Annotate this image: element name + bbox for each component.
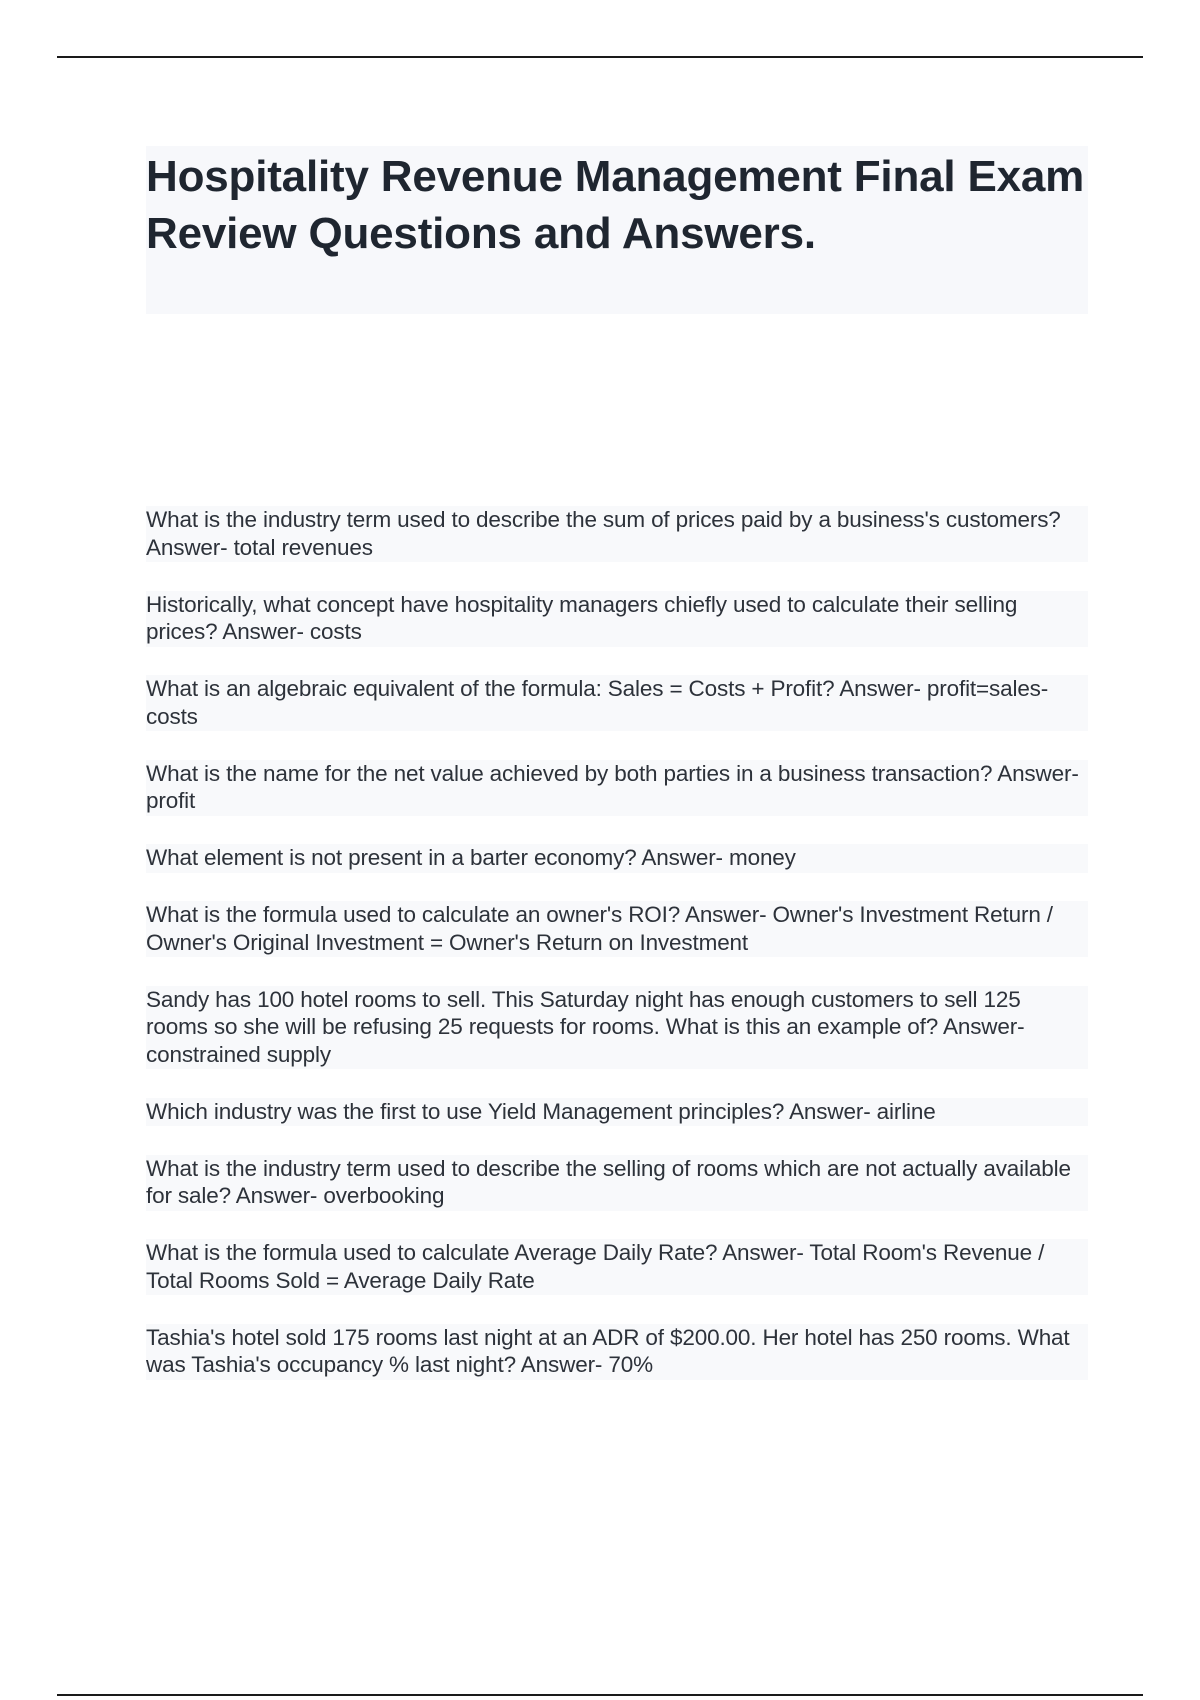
qa-item-4: What is the name for the net value achieved by both parties in a business transaction? Answer- profit	[146, 760, 1088, 816]
qa-item-7: Sandy has 100 hotel rooms to sell. This Saturday night has enough customers to sell 125 rooms so she will be refusing 25 requests for rooms. What is this an example of? Answer- constrained supply	[146, 986, 1088, 1070]
qa-item-9: What is the industry term used to describe the selling of rooms which are not actually available for sale? Answer- overbooking	[146, 1155, 1088, 1211]
bottom-rule	[57, 1694, 1143, 1696]
qa-item-3: What is an algebraic equivalent of the formula: Sales = Costs + Profit? Answer- profit=sales-costs	[146, 675, 1088, 731]
qa-item-6: What is the formula used to calculate an owner's ROI? Answer- Owner's Investment Return / Owner's Original Investment = Owner's Return on Investment	[146, 901, 1088, 957]
document-title: Hospitality Revenue Management Final Exam Review Questions and Answers.	[146, 152, 1085, 258]
qa-item-10: What is the formula used to calculate Average Daily Rate? Answer- Total Room's Revenue / Total Rooms Sold = Average Daily Rate	[146, 1239, 1088, 1295]
qa-list	[146, 506, 1088, 1408]
title-block	[146, 146, 1088, 314]
qa-item-11: Tashia's hotel sold 175 rooms last night at an ADR of $200.00. Her hotel has 250 rooms. What was Tashia's occupancy % last night? Answer- 70%	[146, 1324, 1088, 1380]
top-rule	[57, 56, 1143, 58]
qa-item-8: Which industry was the first to use Yield Management principles? Answer- airline	[146, 1098, 1088, 1127]
qa-item-2: Historically, what concept have hospitality managers chiefly used to calculate their selling prices? Answer- costs	[146, 591, 1088, 647]
qa-item-1: What is the industry term used to describe the sum of prices paid by a business's customers? Answer- total revenues	[146, 506, 1088, 562]
qa-item-5: What element is not present in a barter economy? Answer- money	[146, 844, 1088, 873]
